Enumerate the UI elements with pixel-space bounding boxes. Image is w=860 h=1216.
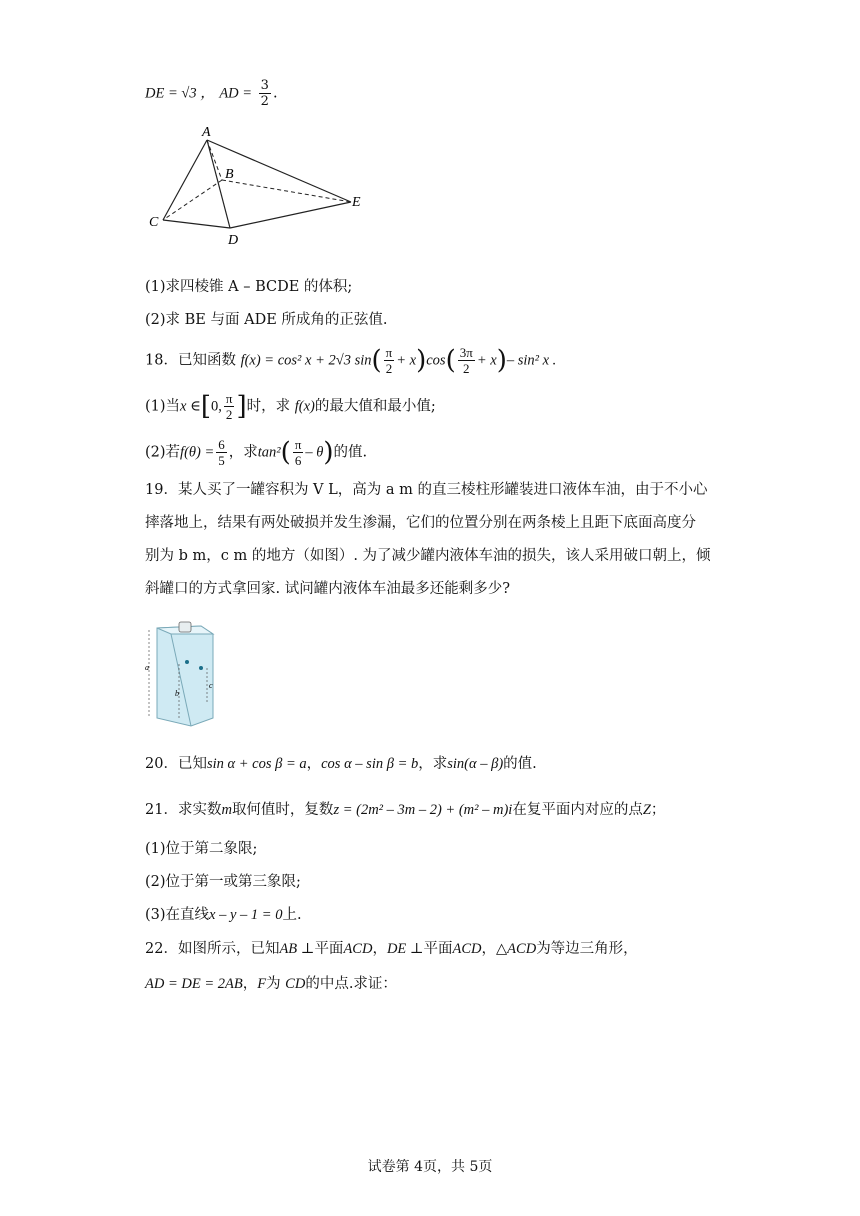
edge-ad — [207, 140, 230, 228]
edge-cd — [163, 220, 230, 228]
label-a-height: a — [145, 663, 149, 672]
ad-fraction: $\frac{3}{2}$ — [260, 78, 269, 109]
q19-line-2: 摔落地上，结果有两处破损并发生渗漏，它们的位置分别在两条棱上且距下底面高度分 — [145, 515, 696, 531]
q18-part1: (1)当x ∈[0, $\frac{\pi}{2}$ ]时，求 f(x)的最大值和最小值; — [145, 391, 436, 422]
q21-stem: 21．求实数m取何值时，复数z = (2m² – 3m – 2) + (m² – m)i在复平面内对应的点Z； — [145, 802, 666, 818]
q22-line-2: AD = DE = 2AB，F为 CD的中点.求证： — [145, 976, 397, 992]
label-e: E — [352, 195, 361, 210]
q21-part3: (3)在直线x – y – 1 = 0上. — [145, 907, 302, 923]
label-b: B — [225, 167, 234, 182]
label-c: C — [149, 215, 159, 230]
label-b-height: b — [175, 689, 179, 698]
q17-part2: (2)求 BE 与面 ADE 所成角的正弦值. — [145, 312, 388, 328]
q17-part1: (1)求四棱锥 A – BCDE 的体积; — [145, 279, 353, 295]
q18-stem: 18．已知函数 f(x) = cos² x + 2√3 sin( $\frac{\pi}{2}$ + x)cos( $\frac{3\pi}{2}$ + x)– sin² x . — [145, 345, 557, 376]
q20-stem: 20．已知sin α + cos β = a，cos α – sin β = b，求sin(α – β)的值. — [145, 756, 537, 772]
de-value: DE = √3 ， — [145, 85, 215, 102]
edge-bc — [163, 180, 222, 220]
q19-line-1: 19．某人买了一罐容积为 V L，高为 a m 的直三棱柱形罐装进口液体车油，由于不小心 — [145, 482, 708, 498]
label-d: D — [228, 233, 239, 248]
q18-part2: (2)若f(θ) = $\frac{6}{5}$ ，求tan²( $\frac{\pi}{6}$ – θ)的值. — [145, 437, 368, 468]
q21-part1: (1)位于第二象限; — [145, 841, 258, 857]
prism-tank-figure — [143, 618, 223, 728]
q19-line-4: 斜罐口的方式拿回家. 试问罐内液体车油最多还能剩多少? — [145, 581, 510, 597]
ad-label: AD = — [219, 85, 253, 102]
edge-ac — [163, 140, 207, 220]
q22-line-1: 22．如图所示，已知AB ⊥平面ACD，DE ⊥平面ACD，△ACD为等边三角形， — [145, 941, 638, 957]
edge-be — [222, 180, 351, 202]
given-lengths — [145, 78, 278, 109]
pyramid-figure — [145, 122, 375, 252]
period: . — [272, 85, 278, 102]
label-a: A — [202, 125, 211, 140]
edge-de — [230, 202, 351, 228]
q19-line-3: 别为 b m，c m 的地方（如图）. 为了减少罐内液体车油的损失，该人采用破口朝上，倾 — [145, 548, 711, 564]
q21-part2: (2)位于第一或第三象限; — [145, 874, 301, 890]
page-footer: 试卷第 4页，共 5页 — [367, 1159, 493, 1175]
label-c-height: c — [209, 681, 213, 690]
